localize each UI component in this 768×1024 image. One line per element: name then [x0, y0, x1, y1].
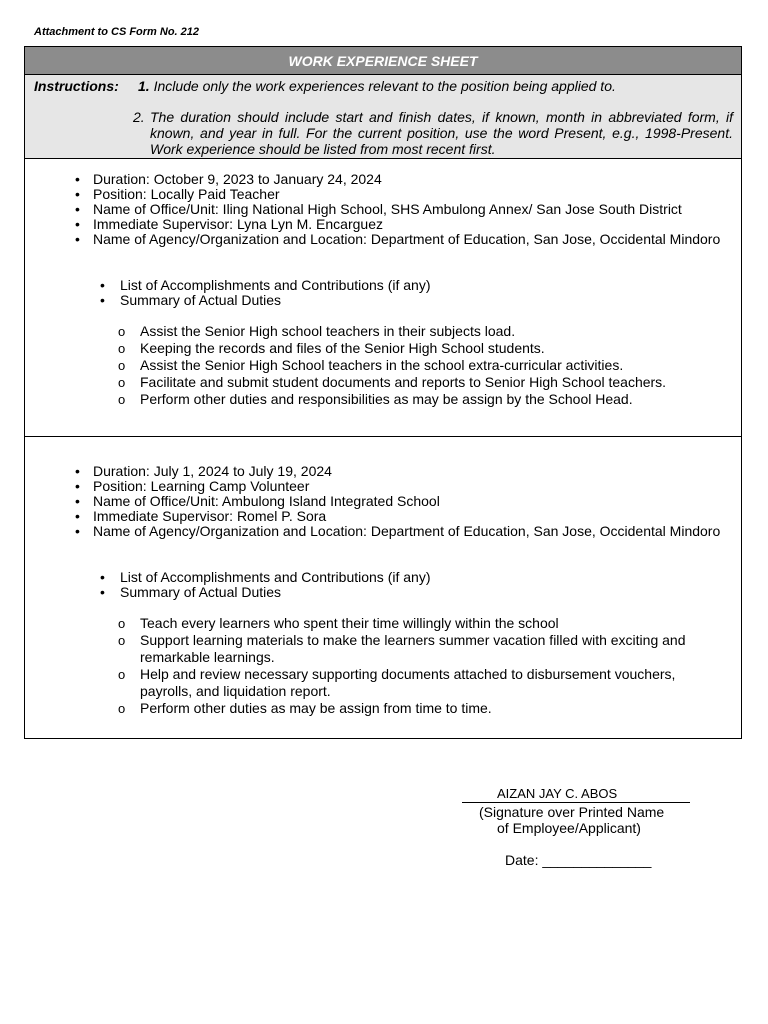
entry-info-list [75, 464, 736, 539]
duty-item: o Perform other duties and responsibilities as may be assign by the School Head. [118, 391, 718, 408]
entry-accomplishments: • List of Accomplishments and Contributions (if any) [100, 278, 700, 293]
instruction-1-text: Include only the work experiences relevant to the position being applied to. [153, 78, 616, 94]
entry-duration: • Duration: July 1, 2024 to July 19, 2024 [75, 464, 736, 479]
instruction-1 [138, 78, 616, 94]
attachment-label: Attachment to CS Form No. 212 [34, 26, 200, 38]
instructions-section [25, 75, 741, 159]
entry-duties-list [118, 323, 718, 408]
duty-item: o Help and review necessary supporting documents attached to disbursement vouchers, payrolls, and liquidation report. [118, 666, 718, 700]
instructions-label: Instructions: [34, 78, 119, 94]
instruction-2-text: The duration should include start and finish dates, if known, month in abbreviated form, if known, and year in full. For the current position, use the word Present, e.g., 1998-Present. Work experience should be listed from most recent first. [150, 109, 733, 157]
work-experience-sheet [24, 46, 742, 739]
entry-office: • Name of Office/Unit: Iling National High School, SHS Ambulong Annex/ San Jose South District [75, 202, 736, 217]
entry-summary: • Summary of Actual Duties [100, 585, 700, 600]
duty-item: o Perform other duties as may be assign from time to time. [118, 700, 718, 717]
entry-agency: • Name of Agency/Organization and Location: Department of Education, San Jose, Occidental Mindoro [75, 232, 736, 247]
instruction-1-number: 1. [138, 78, 150, 94]
entry-sub-list [100, 278, 700, 308]
entry-duration: • Duration: October 9, 2023 to January 24, 2024 [75, 172, 736, 187]
sheet-title: WORK EXPERIENCE SHEET [25, 47, 741, 75]
duty-item: o Support learning materials to make the learners summer vacation filled with exciting and remarkable learnings. [118, 632, 718, 666]
signature-block [462, 786, 690, 868]
instruction-2 [133, 109, 733, 157]
duty-item: o Assist the Senior High school teachers in their subjects load. [118, 323, 718, 340]
entry-info-list [75, 172, 736, 247]
duty-item: o Assist the Senior High School teachers in the school extra-curricular activities. [118, 357, 718, 374]
entry-position: • Position: Locally Paid Teacher [75, 187, 736, 202]
signatory-name: AIZAN JAY C. ABOS [462, 786, 690, 803]
instruction-2-number: 2. [133, 109, 145, 125]
entry-accomplishments: • List of Accomplishments and Contributions (if any) [100, 570, 700, 585]
entry-supervisor: • Immediate Supervisor: Lyna Lyn M. Encarguez [75, 217, 736, 232]
entry-duties-list [118, 615, 718, 717]
duty-item: o Facilitate and submit student documents and reports to Senior High School teachers. [118, 374, 718, 391]
duty-item: o Keeping the records and files of the Senior High School students. [118, 340, 718, 357]
entry-summary: • Summary of Actual Duties [100, 293, 700, 308]
entry-sub-list [100, 570, 700, 600]
work-entry [25, 159, 741, 437]
signature-caption-line1: (Signature over Printed Name [479, 804, 665, 820]
work-entry [25, 437, 741, 739]
duty-item: o Teach every learners who spent their time willingly within the school [118, 615, 718, 632]
entry-supervisor: • Immediate Supervisor: Romel P. Sora [75, 509, 736, 524]
entry-agency: • Name of Agency/Organization and Location: Department of Education, San Jose, Occidental Mindoro [75, 524, 736, 539]
date-field: Date: ______________ [505, 852, 652, 868]
entry-position: • Position: Learning Camp Volunteer [75, 479, 736, 494]
entry-office: • Name of Office/Unit: Ambulong Island Integrated School [75, 494, 736, 509]
signature-caption-line2: of Employee/Applicant) [497, 820, 641, 836]
